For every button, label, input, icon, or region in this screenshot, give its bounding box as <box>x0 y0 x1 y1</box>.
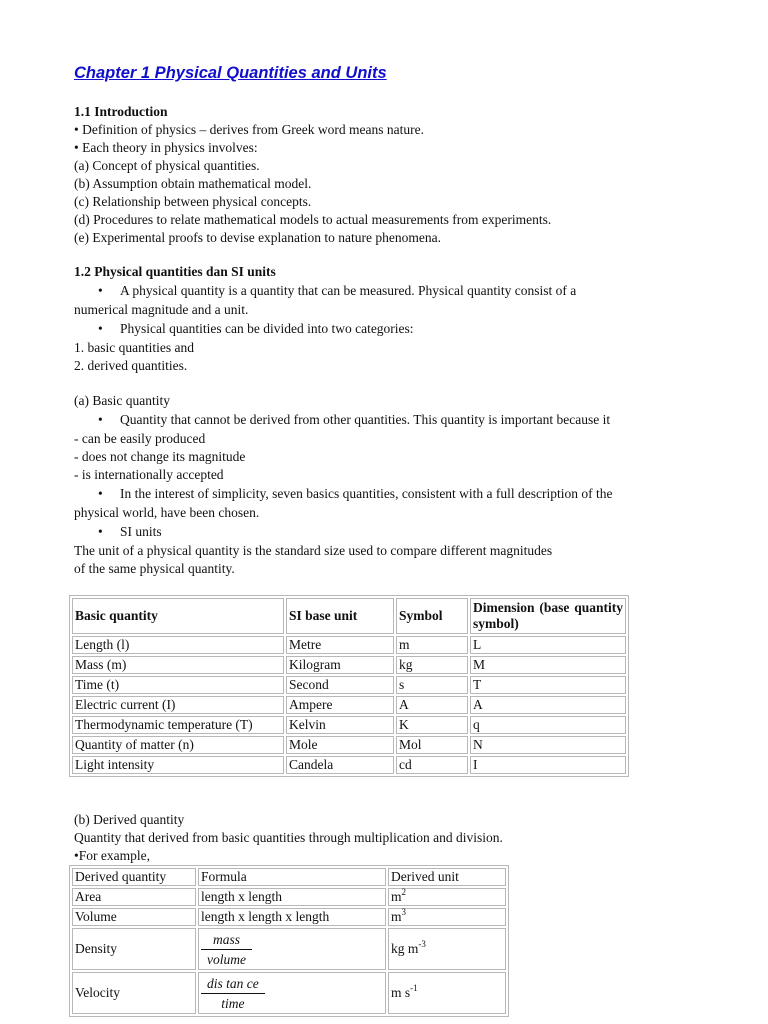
table-header-row <box>72 868 506 886</box>
table-cell: q <box>470 716 626 734</box>
table-cell <box>388 908 506 926</box>
paragraph-line: of the same physical quantity. <box>74 561 235 576</box>
table-cell: M <box>470 656 626 674</box>
unit-base: kg m <box>391 941 419 956</box>
table-cell <box>198 972 386 1014</box>
category-line: 1. basic quantities and <box>74 340 194 355</box>
bullet-text: In the interest of simplicity, seven basics quantities, consistent with a full description of the <box>120 486 613 501</box>
table-header-cell: Basic quantity <box>72 598 284 634</box>
table-cell: m <box>396 636 468 654</box>
table-header-row <box>72 598 626 634</box>
formula-fraction <box>201 930 252 969</box>
chapter-title[interactable]: Chapter 1 Physical Quantities and Units <box>74 64 387 82</box>
paragraph-line: •For example, <box>74 848 150 863</box>
table-cell: length x length x length <box>198 908 386 926</box>
reason-line: - is internationally accepted <box>74 467 224 482</box>
bullet-item <box>98 485 613 503</box>
table-cell: Density <box>72 928 196 970</box>
table-cell: kg <box>396 656 468 674</box>
paragraph-line: physical world, have been chosen. <box>74 505 260 520</box>
bullet-item <box>98 411 610 429</box>
unit-exponent: -3 <box>418 939 426 949</box>
table-header-cell: Derived quantity <box>72 868 196 886</box>
paragraph-line: The unit of a physical quantity is the standard size used to compare different magnitudes <box>74 543 553 558</box>
intro-line: • Definition of physics – derives from Greek word means nature. <box>74 122 425 137</box>
table-row <box>72 888 506 906</box>
derived-quantities-table <box>69 865 509 1017</box>
table-cell: Mol <box>396 736 468 754</box>
table-row <box>72 928 506 970</box>
bullet-text: Physical quantities can be divided into two categories: <box>120 321 414 336</box>
bullet-dot: • <box>98 524 103 539</box>
fraction-numerator: mass <box>201 930 252 950</box>
section-heading-introduction: 1.1 Introduction <box>74 104 168 119</box>
table-cell <box>388 888 506 906</box>
unit-base: m <box>391 889 402 904</box>
table-cell: Volume <box>72 908 196 926</box>
table-cell: Length (l) <box>72 636 284 654</box>
intro-line: (c) Relationship between physical concepts. <box>74 194 312 209</box>
table-cell: T <box>470 676 626 694</box>
table-cell: Kelvin <box>286 716 394 734</box>
fraction-denominator: time <box>221 995 245 1011</box>
table-cell: Kilogram <box>286 656 394 674</box>
table-cell: Area <box>72 888 196 906</box>
table-cell: Time (t) <box>72 676 284 694</box>
table-row <box>72 972 506 1014</box>
unit-base: m s <box>391 985 411 1000</box>
table-header-cell: Dimension (base quantity symbol) <box>470 598 626 634</box>
table-header-cell: Formula <box>198 868 386 886</box>
table-cell <box>388 972 506 1014</box>
table-cell: N <box>470 736 626 754</box>
table-header-cell: Derived unit <box>388 868 506 886</box>
paragraph-line: numerical magnitude and a unit. <box>74 302 249 317</box>
table-cell: Mass (m) <box>72 656 284 674</box>
table-header-cell: Symbol <box>396 598 468 634</box>
bullet-dot: • <box>98 486 103 501</box>
subheading-basic-quantity: (a) Basic quantity <box>74 393 170 408</box>
table-cell: L <box>470 636 626 654</box>
table-header-cell: SI base unit <box>286 598 394 634</box>
table-row <box>72 756 626 774</box>
table-cell: K <box>396 716 468 734</box>
intro-line: • Each theory in physics involves: <box>74 140 258 155</box>
table-cell: Mole <box>286 736 394 754</box>
table-cell: Velocity <box>72 972 196 1014</box>
unit-exponent: 3 <box>401 907 407 917</box>
bullet-text: Quantity that cannot be derived from other quantities. This quantity is important because it <box>120 412 611 427</box>
fraction-numerator: dis tan ce <box>201 974 265 994</box>
table-row <box>72 908 506 926</box>
table-cell: length x length <box>198 888 386 906</box>
fraction-denominator: volume <box>207 951 246 967</box>
table-cell: Second <box>286 676 394 694</box>
unit-exponent: -1 <box>410 983 418 993</box>
reason-line: - does not change its magnitude <box>74 449 246 464</box>
intro-line: (a) Concept of physical quantities. <box>74 158 260 173</box>
table-cell: A <box>396 696 468 714</box>
bullet-dot: • <box>98 321 103 336</box>
unit-exponent: 2 <box>401 887 407 897</box>
unit-base: m <box>391 909 402 924</box>
formula-fraction <box>201 974 265 1013</box>
table-cell: Quantity of matter (n) <box>72 736 284 754</box>
table-cell: Light intensity <box>72 756 284 774</box>
table-cell <box>388 928 506 970</box>
table-cell: s <box>396 676 468 694</box>
table-cell: A <box>470 696 626 714</box>
bullet-item <box>98 523 162 541</box>
table-row <box>72 696 626 714</box>
reason-line: - can be easily produced <box>74 431 206 446</box>
table-cell <box>198 928 386 970</box>
section-heading-si-units: 1.2 Physical quantities dan SI units <box>74 264 276 279</box>
table-row <box>72 736 626 754</box>
table-cell: Electric current (I) <box>72 696 284 714</box>
bullet-dot: • <box>98 412 103 427</box>
subheading-derived-quantity: (b) Derived quantity <box>74 812 185 827</box>
table-row <box>72 636 626 654</box>
intro-line: (e) Experimental proofs to devise explanation to nature phenomena. <box>74 230 441 245</box>
basic-quantities-table <box>69 595 629 777</box>
table-row <box>72 676 626 694</box>
bullet-dot: • <box>98 283 103 298</box>
bullet-item <box>98 282 576 300</box>
category-line: 2. derived quantities. <box>74 358 188 373</box>
table-cell: Candela <box>286 756 394 774</box>
table-row <box>72 716 626 734</box>
table-cell: I <box>470 756 626 774</box>
table-cell: Ampere <box>286 696 394 714</box>
table-cell: Metre <box>286 636 394 654</box>
bullet-text: SI units <box>120 524 162 539</box>
table-cell: cd <box>396 756 468 774</box>
intro-line: (d) Procedures to relate mathematical models to actual measurements from experiments. <box>74 212 552 227</box>
table-row <box>72 656 626 674</box>
bullet-item <box>98 320 414 338</box>
paragraph-line: Quantity that derived from basic quantities through multiplication and division. <box>74 830 503 845</box>
bullet-text: A physical quantity is a quantity that can be measured. Physical quantity consist of a <box>120 283 577 298</box>
table-cell: Thermodynamic temperature (T) <box>72 716 284 734</box>
intro-line: (b) Assumption obtain mathematical model. <box>74 176 312 191</box>
